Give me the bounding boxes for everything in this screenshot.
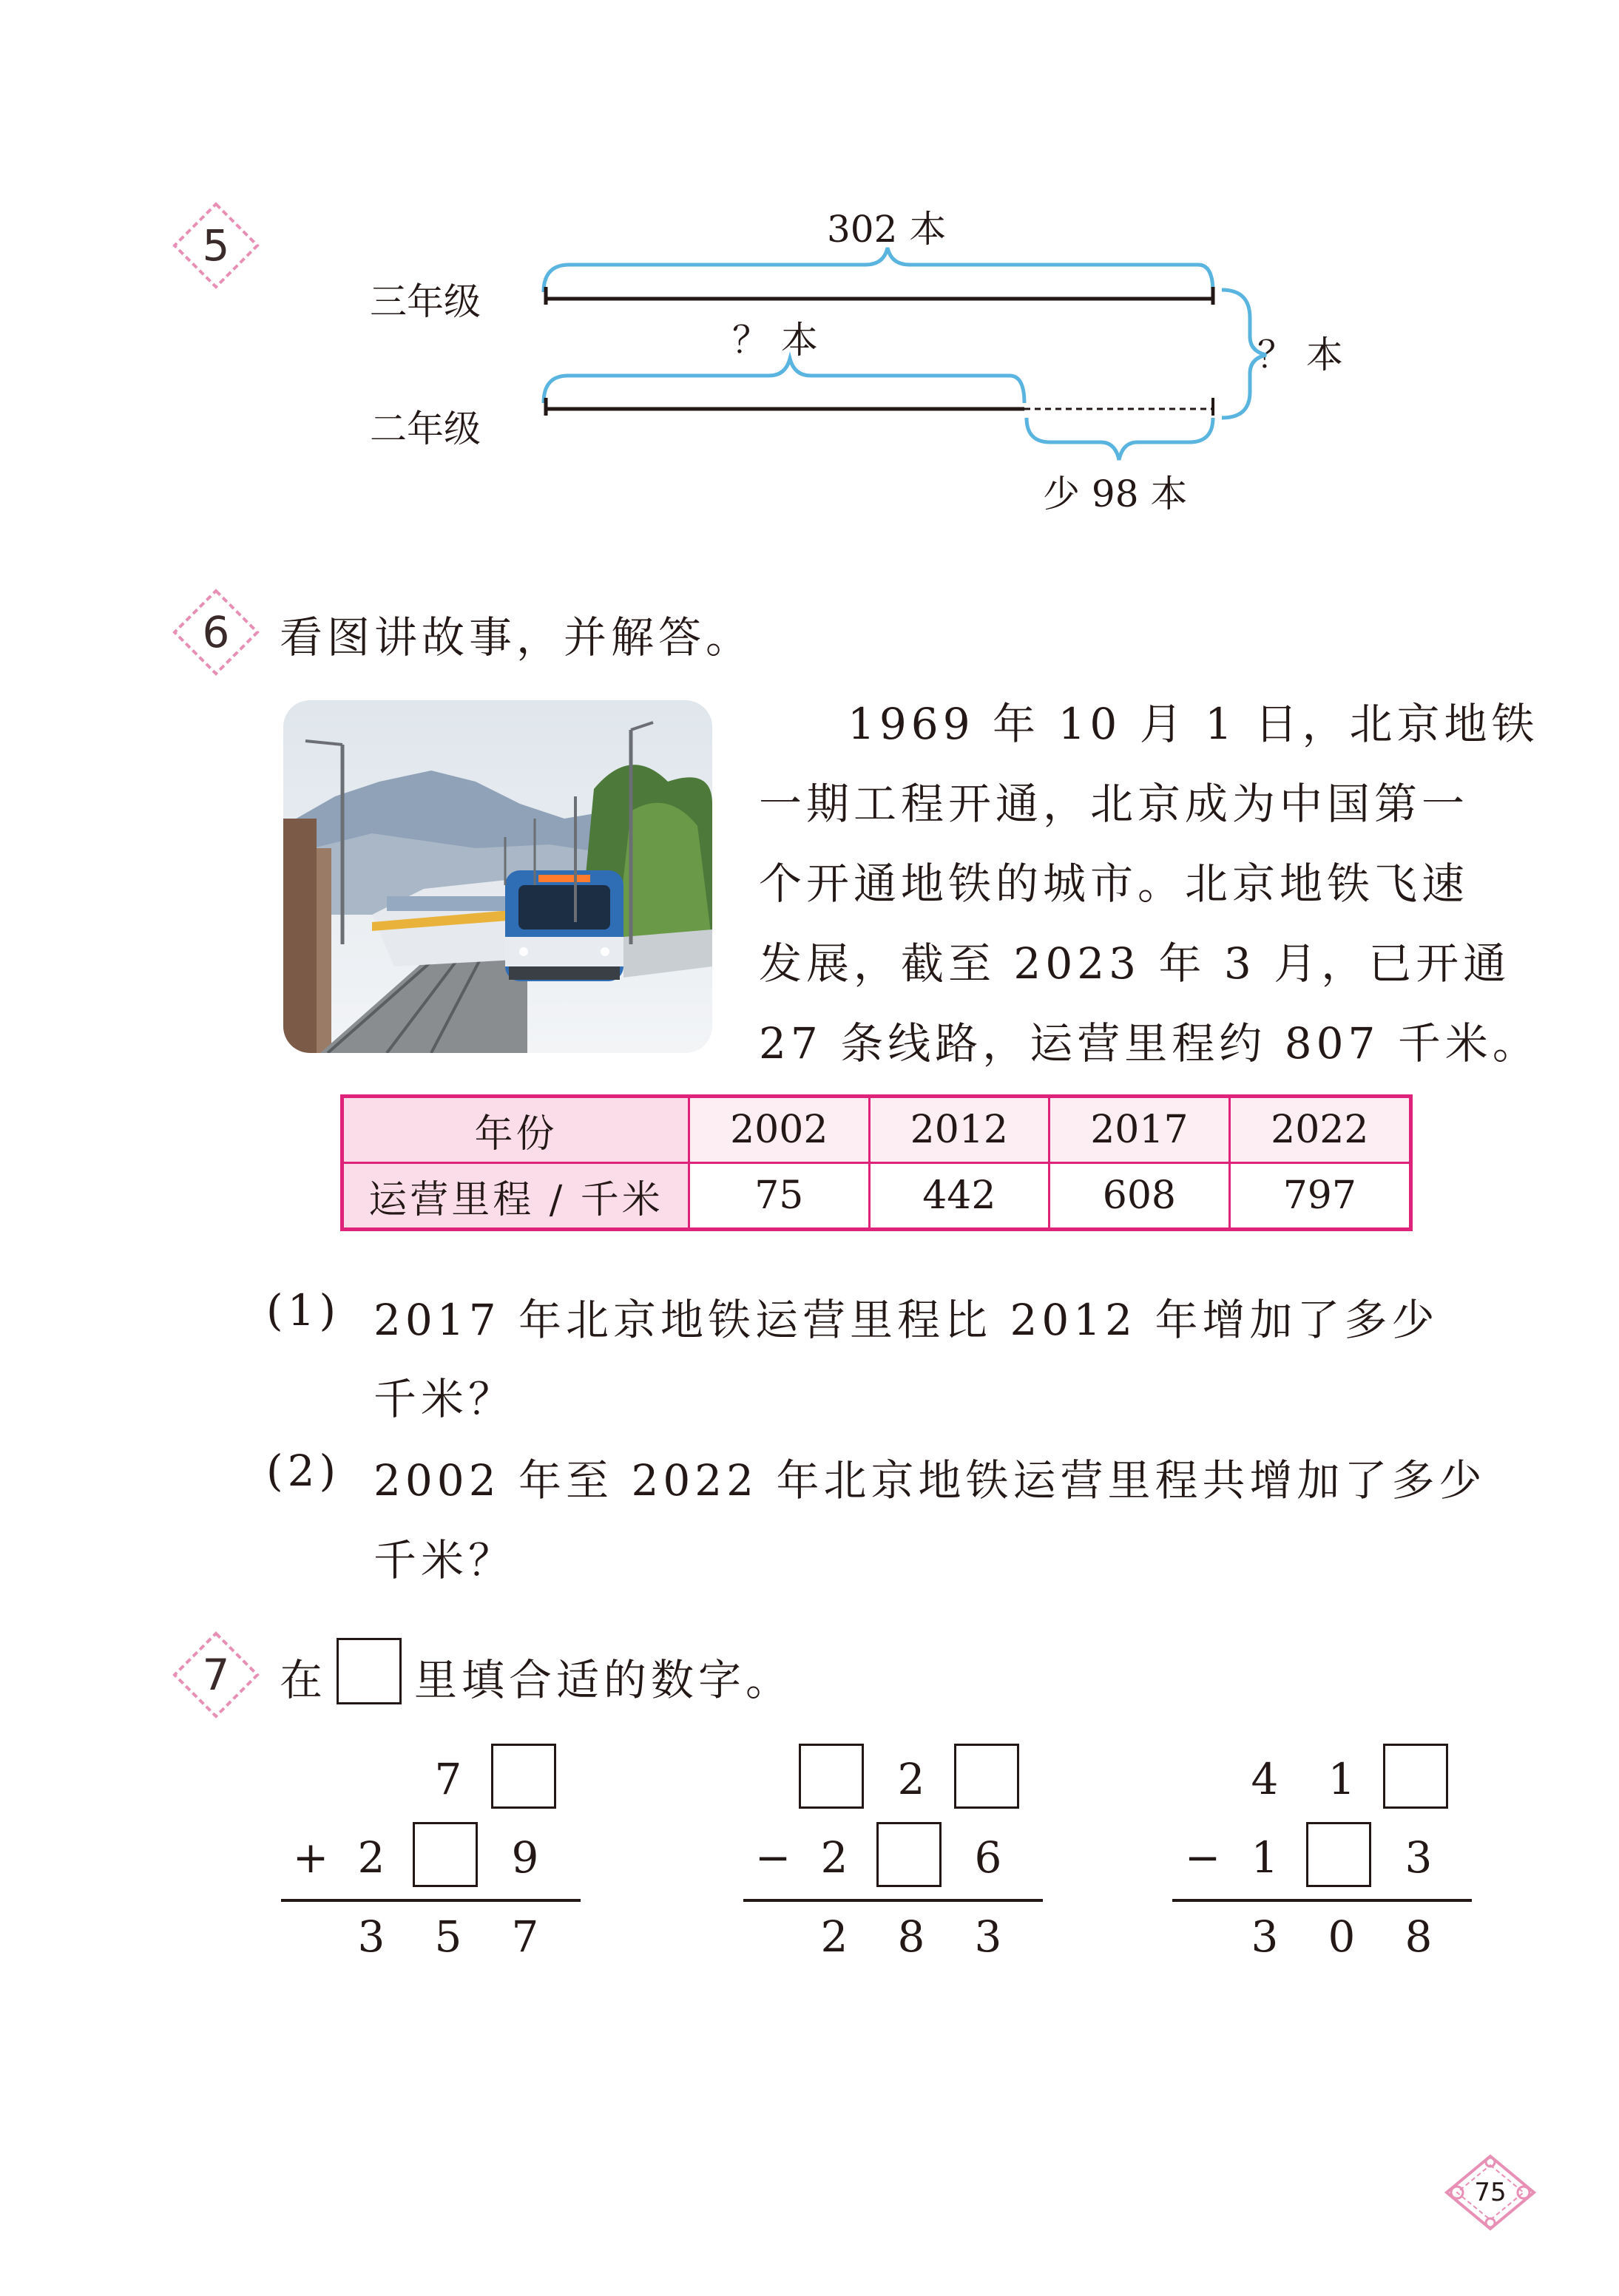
question-1-line-1: 2017 年北京地铁运营里程比 2012 年增加了多少 [374,1295,1439,1345]
answer-box[interactable] [876,1822,942,1887]
digit: 4 [1251,1754,1279,1804]
question-2-line-1: 2002 年至 2022 年北京地铁运营里程共增加了多少 [374,1455,1487,1506]
problem-7-instruction-after: 里填合适的数字。 [414,1655,794,1705]
brace-total [1222,290,1266,418]
digit: 8 [1405,1911,1433,1962]
digit: 9 [511,1832,539,1883]
operator-minus: − [1184,1832,1221,1883]
table-cell: 2012 [869,1097,1050,1163]
problem-7-badge [172,1630,260,1719]
brace-top [544,248,1213,292]
digit: 3 [1405,1832,1433,1883]
problem-number: 5 [202,220,230,271]
difference-line [1172,1899,1472,1902]
question-2-line-2: 千米？ [374,1535,516,1585]
label-grade-three: 三年级 [370,280,481,323]
question-2-index: (2) [266,1446,341,1496]
digit: 8 [897,1911,925,1962]
table-header-distance: 运营里程 / 千米 [342,1163,689,1230]
difference-line [743,1899,1043,1902]
label-difference: 少 98 本 [1043,473,1188,515]
answer-box-sample [337,1638,402,1704]
label-grade-two: 二年级 [370,407,481,450]
problem-6-instruction: 看图讲故事，并解答。 [280,612,754,663]
label-unknown-bottom: ？ 本 [732,319,818,362]
digit: 2 [820,1832,848,1883]
operator-minus: − [754,1832,791,1883]
table-header-year: 年份 [342,1097,689,1163]
page-number: 75 [1474,2178,1507,2207]
answer-box[interactable] [413,1822,478,1887]
story-line-3: 个开通地铁的城市。北京地铁飞速 [759,859,1470,909]
brace-difference [1027,418,1213,460]
answer-box[interactable] [1383,1744,1448,1809]
subway-train-photo [283,700,712,1053]
problem-number: 6 [202,607,230,657]
digit: 2 [820,1911,848,1962]
digit: 0 [1328,1911,1356,1962]
digit: 7 [511,1911,539,1962]
question-1-index: (1) [266,1285,341,1335]
subway-mileage-table [340,1094,1413,1231]
digit: 3 [1251,1911,1279,1962]
table-cell: 75 [689,1163,870,1230]
answer-box[interactable] [954,1744,1019,1809]
sum-line [281,1899,581,1902]
label-unknown-total: ？ 本 [1257,333,1343,376]
digit: 3 [974,1911,1002,1962]
table-row [342,1163,1411,1230]
table-row [342,1097,1411,1163]
brace-bottom-left [544,359,1024,403]
table-cell: 2017 [1050,1097,1230,1163]
digit: 7 [434,1754,462,1804]
digit: 2 [897,1754,925,1804]
digit: 1 [1328,1754,1356,1804]
answer-box[interactable] [491,1744,556,1809]
story-line-4: 发展，截至 2023 年 3 月，已开通 [759,938,1511,989]
page-number-badge [1442,2152,1538,2233]
digit: 1 [1251,1832,1279,1883]
label-total-top: 302 本 [827,208,947,251]
table-cell: 608 [1050,1163,1230,1230]
table-cell: 2022 [1229,1097,1410,1163]
answer-box[interactable] [1306,1822,1371,1887]
story-line-5: 27 条线路，运营里程约 807 千米。 [759,1018,1540,1069]
problem-number: 7 [202,1650,230,1700]
table-cell: 797 [1229,1163,1410,1230]
table-cell: 442 [869,1163,1050,1230]
digit: 3 [357,1911,385,1962]
answer-box[interactable] [799,1744,864,1809]
operator-plus: + [292,1832,329,1883]
digit: 2 [357,1832,385,1883]
story-line-1: 1969 年 10 月 1 日，北京地铁 [848,699,1539,749]
table-cell: 2002 [689,1097,870,1163]
question-1-line-2: 千米？ [374,1374,516,1424]
story-line-2: 一期工程开通，北京成为中国第一 [759,779,1470,829]
digit: 5 [434,1911,462,1962]
digit: 6 [974,1832,1002,1883]
line-segment-diagram [0,0,1619,532]
problem-6-badge [172,588,260,677]
problem-7-instruction-before: 在 [280,1655,328,1705]
